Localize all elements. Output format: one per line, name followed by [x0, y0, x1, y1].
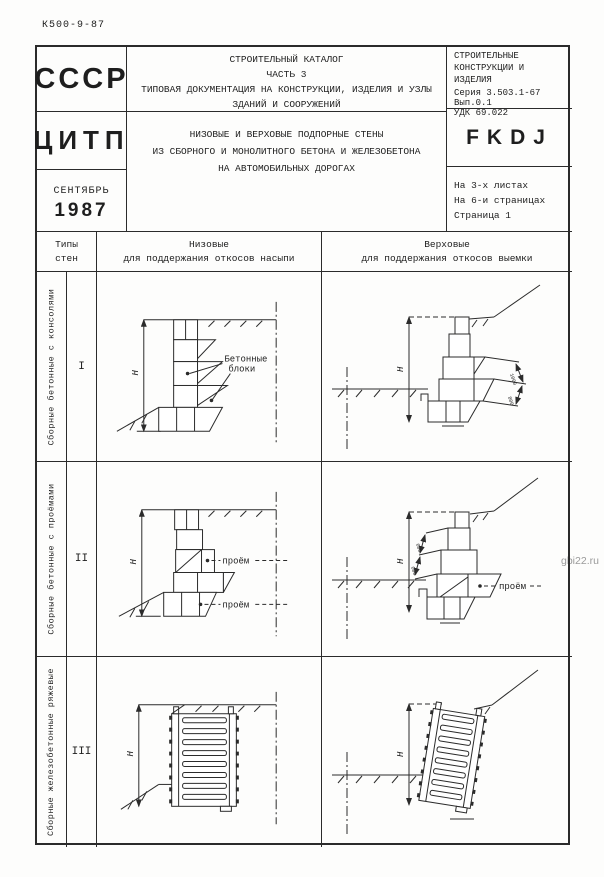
row3-type-number: III — [67, 657, 97, 847]
height-dim-label: Н — [125, 751, 136, 757]
height-dim-label: Н — [396, 558, 406, 564]
doc-title-line-1: НИЗОВЫЕ И ВЕРХОВЫЕ ПОДПОРНЫЕ СТЕНЫ — [189, 129, 384, 140]
high-header-line2: для поддержания откосов выемки — [361, 253, 533, 264]
catalog-line-3: ТИПОВАЯ ДОКУМЕНТАЦИЯ НА КОНСТРУКЦИИ, ИЗДЕЛИЯ И УЗЛЫ — [141, 84, 432, 95]
catalog-line-2: ЧАСТЬ 3 — [266, 69, 307, 80]
row2-type-number: II — [67, 462, 97, 657]
ground-hatches — [338, 581, 414, 588]
sheet-info-cell — [447, 167, 572, 232]
opening-label-3: проём — [499, 582, 527, 592]
height-dim-label: Н — [396, 366, 406, 372]
ground-hatches — [338, 390, 416, 397]
column-header-low-walls — [97, 232, 322, 272]
watermark: gbi22.ru — [561, 555, 599, 567]
catalog-line-1: СТРОИТЕЛЬНЫЙ КАТАЛОГ — [229, 54, 344, 65]
diagram-type2-low-wall — [97, 462, 321, 656]
country-cell: СССР — [37, 47, 127, 112]
crib-wall-tilted — [417, 701, 487, 813]
sheet-info-line-3: Страница 1 — [454, 210, 512, 221]
row3-group-cell — [37, 657, 67, 847]
doc-title-line-3: НА АВТОМОБИЛЬНЫХ ДОРОГАХ — [218, 163, 355, 174]
height-dim-label: Н — [128, 559, 139, 565]
slope-line — [492, 670, 538, 705]
udk-line: УДК 69.022 — [454, 108, 509, 118]
series-line: Серия 3.503.1-67 — [454, 88, 541, 98]
diagram-type1-high-wall — [322, 272, 572, 462]
slope-line — [121, 784, 159, 809]
high-header-line1: Верховые — [424, 239, 470, 250]
block-wall — [159, 320, 228, 431]
opening-label-1: проём — [222, 556, 250, 567]
sheet-info-line-2: На 6-и страницах — [454, 195, 546, 206]
block-wall — [427, 512, 501, 619]
doc-title-line-2: ИЗ СБОРНОГО И МОНОЛИТНОГО БЕТОНА И ЖЕЛЕЗОБЕТОНА — [152, 146, 421, 157]
org-cell: ЦИТП — [37, 112, 127, 170]
dim-label-600a: 600 — [414, 542, 423, 554]
height-dim-label: Н — [396, 751, 406, 757]
blocks-label-line2: блоки — [228, 364, 256, 375]
row2-group-label: Сборные бетонные с проёмами — [46, 483, 57, 635]
catalog-title-cell — [127, 47, 447, 112]
opening-label-2: проём — [222, 600, 250, 611]
types-header-line2: стен — [55, 253, 78, 264]
slope-line — [494, 285, 540, 317]
issue-month: СЕНТЯБРЬ — [53, 186, 110, 197]
catalog-line-4: ЗДАНИЙ И СООРУЖЕНИЙ — [232, 99, 341, 110]
classification-line-1: СТРОИТЕЛЬНЫЕ — [454, 51, 519, 61]
date-cell — [37, 170, 127, 232]
height-dim-label: Н — [130, 370, 141, 376]
column-header-high-walls — [322, 232, 572, 272]
row3-group-label: Сборные железобетонные ряжевые — [46, 667, 57, 837]
row3-low-diagram-cell — [97, 657, 322, 847]
blocks-label-line1: Бетонные — [224, 354, 268, 365]
ground-hatches — [208, 511, 262, 517]
ground-hatches — [338, 776, 416, 783]
row2-high-diagram-cell — [322, 462, 572, 657]
sheet-info-line-1: На 3-х листах — [454, 180, 529, 191]
low-header-line1: Низовые — [189, 239, 229, 250]
ground-hatches — [208, 321, 262, 327]
slope-line — [117, 407, 159, 431]
row1-low-diagram-cell — [97, 272, 322, 462]
dim-label-800: 800 — [506, 395, 515, 407]
row2-group-cell — [37, 462, 67, 657]
row1-type-number: I — [67, 272, 97, 462]
dim-label-1000: 1000 — [508, 372, 518, 387]
diagram-type2-high-wall — [322, 462, 572, 657]
row2-low-diagram-cell — [97, 462, 322, 657]
ground-shelf — [470, 511, 494, 514]
dim-label-600b: 600 — [409, 565, 418, 577]
slope-hatches — [473, 513, 488, 522]
row1-group-cell — [37, 272, 67, 462]
small-dimension-1 — [516, 364, 523, 382]
doc-class-code-cell: FKDJ — [447, 109, 572, 167]
ground-shelf — [469, 317, 494, 319]
row3-high-diagram-cell — [322, 657, 572, 847]
types-header-line1: Типы — [55, 239, 78, 250]
classification-line-2: КОНСТРУКЦИИ И — [454, 63, 525, 73]
slope-hatches — [472, 319, 488, 327]
issue-year: 1987 — [54, 200, 109, 221]
diagram-type3-high-wall — [322, 657, 572, 847]
document-code: К500-9-87 — [42, 20, 106, 31]
slope-line — [494, 478, 538, 511]
title-block-and-table — [35, 45, 570, 845]
row1-high-diagram-cell — [322, 272, 572, 462]
classification-cell — [447, 47, 572, 118]
row1-group-label: Сборные бетонные с консолями — [46, 288, 57, 445]
issue-line: Вып.0.1 — [454, 98, 492, 108]
document-title-cell — [127, 112, 447, 232]
classification-line-3: ИЗДЕЛИЯ — [454, 75, 492, 85]
block-wall — [428, 317, 494, 422]
diagram-type3-low-wall — [97, 657, 321, 846]
column-header-types — [37, 232, 97, 272]
diagram-type1-low-wall — [97, 272, 321, 461]
low-header-line2: для поддержания откосов насыпи — [123, 253, 295, 264]
small-dimension-2 — [516, 386, 522, 404]
